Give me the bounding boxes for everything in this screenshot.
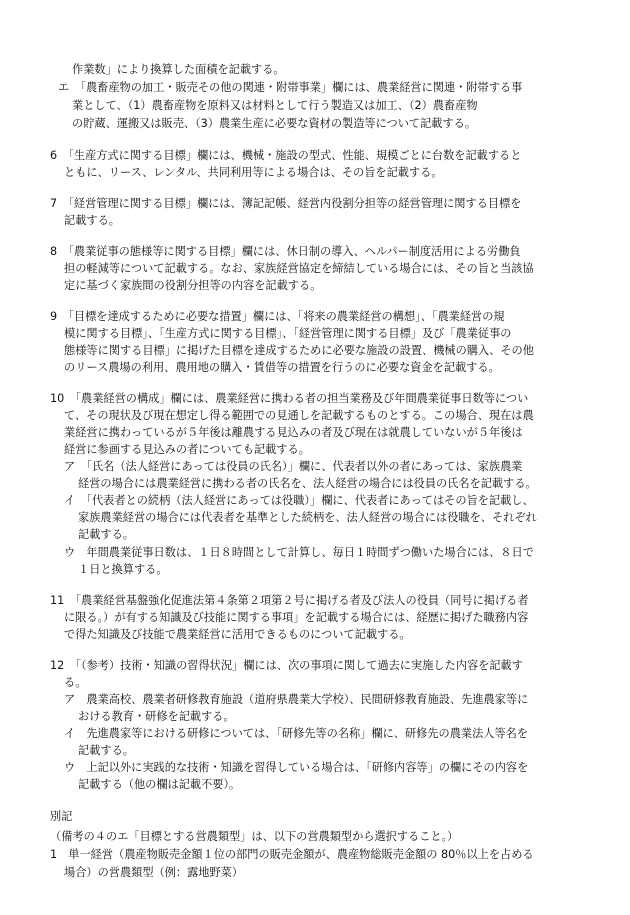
text-line: おける教育・研修を記載する。	[78, 710, 235, 723]
text-line: で得た知識及び技能で農業経営に活用できるものについて記載する。	[64, 628, 411, 641]
text-line: 家族農業経営の場合には代表者を基準とした続柄を、法人経営の場合には役職を、それぞれ	[78, 511, 537, 524]
text-line: エ 「農畜産物の加工・販売その他の関連・附帯事業」欄には、農業経営に関連・附帯する事	[58, 81, 523, 94]
text-line: 記載する（他の欄は記載不要）。	[78, 778, 241, 791]
text-line: のリース農場の利用、農用地の購入・賃借等の措置を行うのに必要な資金を記載する。	[64, 361, 500, 374]
text-line: ウ 年間農業従事日数は、１日８時間として計算し、毎日１時間ずつ働いた場合には、８日で	[64, 546, 534, 559]
text-line: ア 「氏名（法人経営にあっては役員の氏名）」欄に、代表者以外の者にあっては、家族農業	[64, 460, 523, 473]
text-line: １日と換算する。	[78, 563, 168, 576]
text-line: （備考の４のエ「目標とする営農類型」は、以下の営農類型から選択すること。）	[50, 830, 459, 843]
text-line: 模に関する目標」、「生産方式に関する目標」、「経営管理に関する目標」及び「農業従事の	[64, 327, 512, 340]
text-line: 11 「農業経営基盤強化促進法第４条第２項第２号に掲げる者及び法人の役員（同号に掲げる者	[50, 594, 529, 607]
text-line: に限る。）が有する知識及び技能に関する事項」を記載する場合には、経歴に掲げた職務内容	[64, 611, 529, 624]
section-heading: 別記	[50, 810, 73, 823]
text-line: る。	[64, 676, 87, 689]
text-line: 1 単一経営（農産物販売金額１位の部門の販売金額が、農産物総販売金額の 80％以上を占める	[50, 848, 534, 861]
text-line: 6 「生産方式に関する目標」欄には、機械・施設の型式、性能、規模ごとに台数を記載すると	[50, 149, 522, 162]
text-line: 作業数」により換算した面積を記載する。	[72, 63, 285, 76]
text-line: 経営の場合には農業経営に携わる者の氏名を、法人経営の場合には役員の氏名を記載する。	[78, 477, 537, 490]
text-line: の貯蔵、運搬又は販売、（3）農業生産に必要な資材の製造等について記載する。	[72, 117, 477, 130]
text-line: 8 「農業従事の態様等に関する目標」欄には、休日制の導入、ヘルパー制度活用による労働負	[50, 245, 521, 258]
text-line: 記載する。	[78, 744, 134, 757]
text-line: ともに、リース、レンタル、共同利用等による場合は、その旨を記載する。	[64, 166, 443, 179]
text-line: ア 農業高校、農業者研修教育施設（道府県農業大学校）、民間研修教育施設、先進農家等に	[64, 693, 529, 706]
text-line: 経営に参画する見込みの者についても記載する。	[64, 443, 310, 456]
text-line: 記載する。	[64, 214, 120, 227]
text-line: 定に基づく家族間の役割分担等の内容を記載する。	[64, 279, 322, 292]
text-line: イ 「代表者との続柄（法人経営にあっては役職）」欄に、代表者にあってはその旨を記載し、	[64, 494, 534, 507]
text-line: て、その現状及び現在想定し得る範囲での見通しを記載するものとする。この場合、現在は農	[64, 409, 534, 422]
text-line: イ 先進農家等における研修については、「研修先等の名称」欄に、研修先の農業法人等名を	[64, 727, 529, 740]
text-line: 場合）の営農類型（例：露地野菜）	[64, 866, 244, 879]
text-line: 9 「目標を達成するために必要な措置」欄には、「将来の農業経営の構想」、「農業経営の規	[50, 310, 505, 323]
text-line: 12 「（参考）技術・知識の習得状況」欄には、次の事項に関して過去に実施した内容を記載す	[50, 659, 523, 672]
text-line: 業として、（1）農畜産物を原料又は材料として行う製造又は加工、（2）農畜産物	[72, 99, 478, 112]
text-line: 業経営に携わっているが５年後は離農する見込みの者及び現在は就農していないが５年後は	[64, 426, 523, 439]
text-line: 担の軽減等について記載する。なお、家族経営協定を締結している場合には、その旨と当該協	[64, 262, 534, 275]
text-line: ウ 上記以外に実践的な技術・知識を習得している場合は、「研修内容等」の欄にその内容を	[64, 761, 529, 774]
text-line: 7 「経営管理に関する目標」欄には、簿記記帳、経営内役割分担等の経営管理に関する目標を	[50, 197, 522, 210]
text-line: 10 「農業経営の構成」欄には、農業経営に携わる者の担当業務及び年間農業従事日数等につい	[50, 392, 529, 405]
text-line: 態様等に関する目標」に掲げた目標を達成するために必要な施設の設置、機械の購入、その他	[64, 344, 534, 357]
text-line: 記載する。	[78, 528, 134, 541]
